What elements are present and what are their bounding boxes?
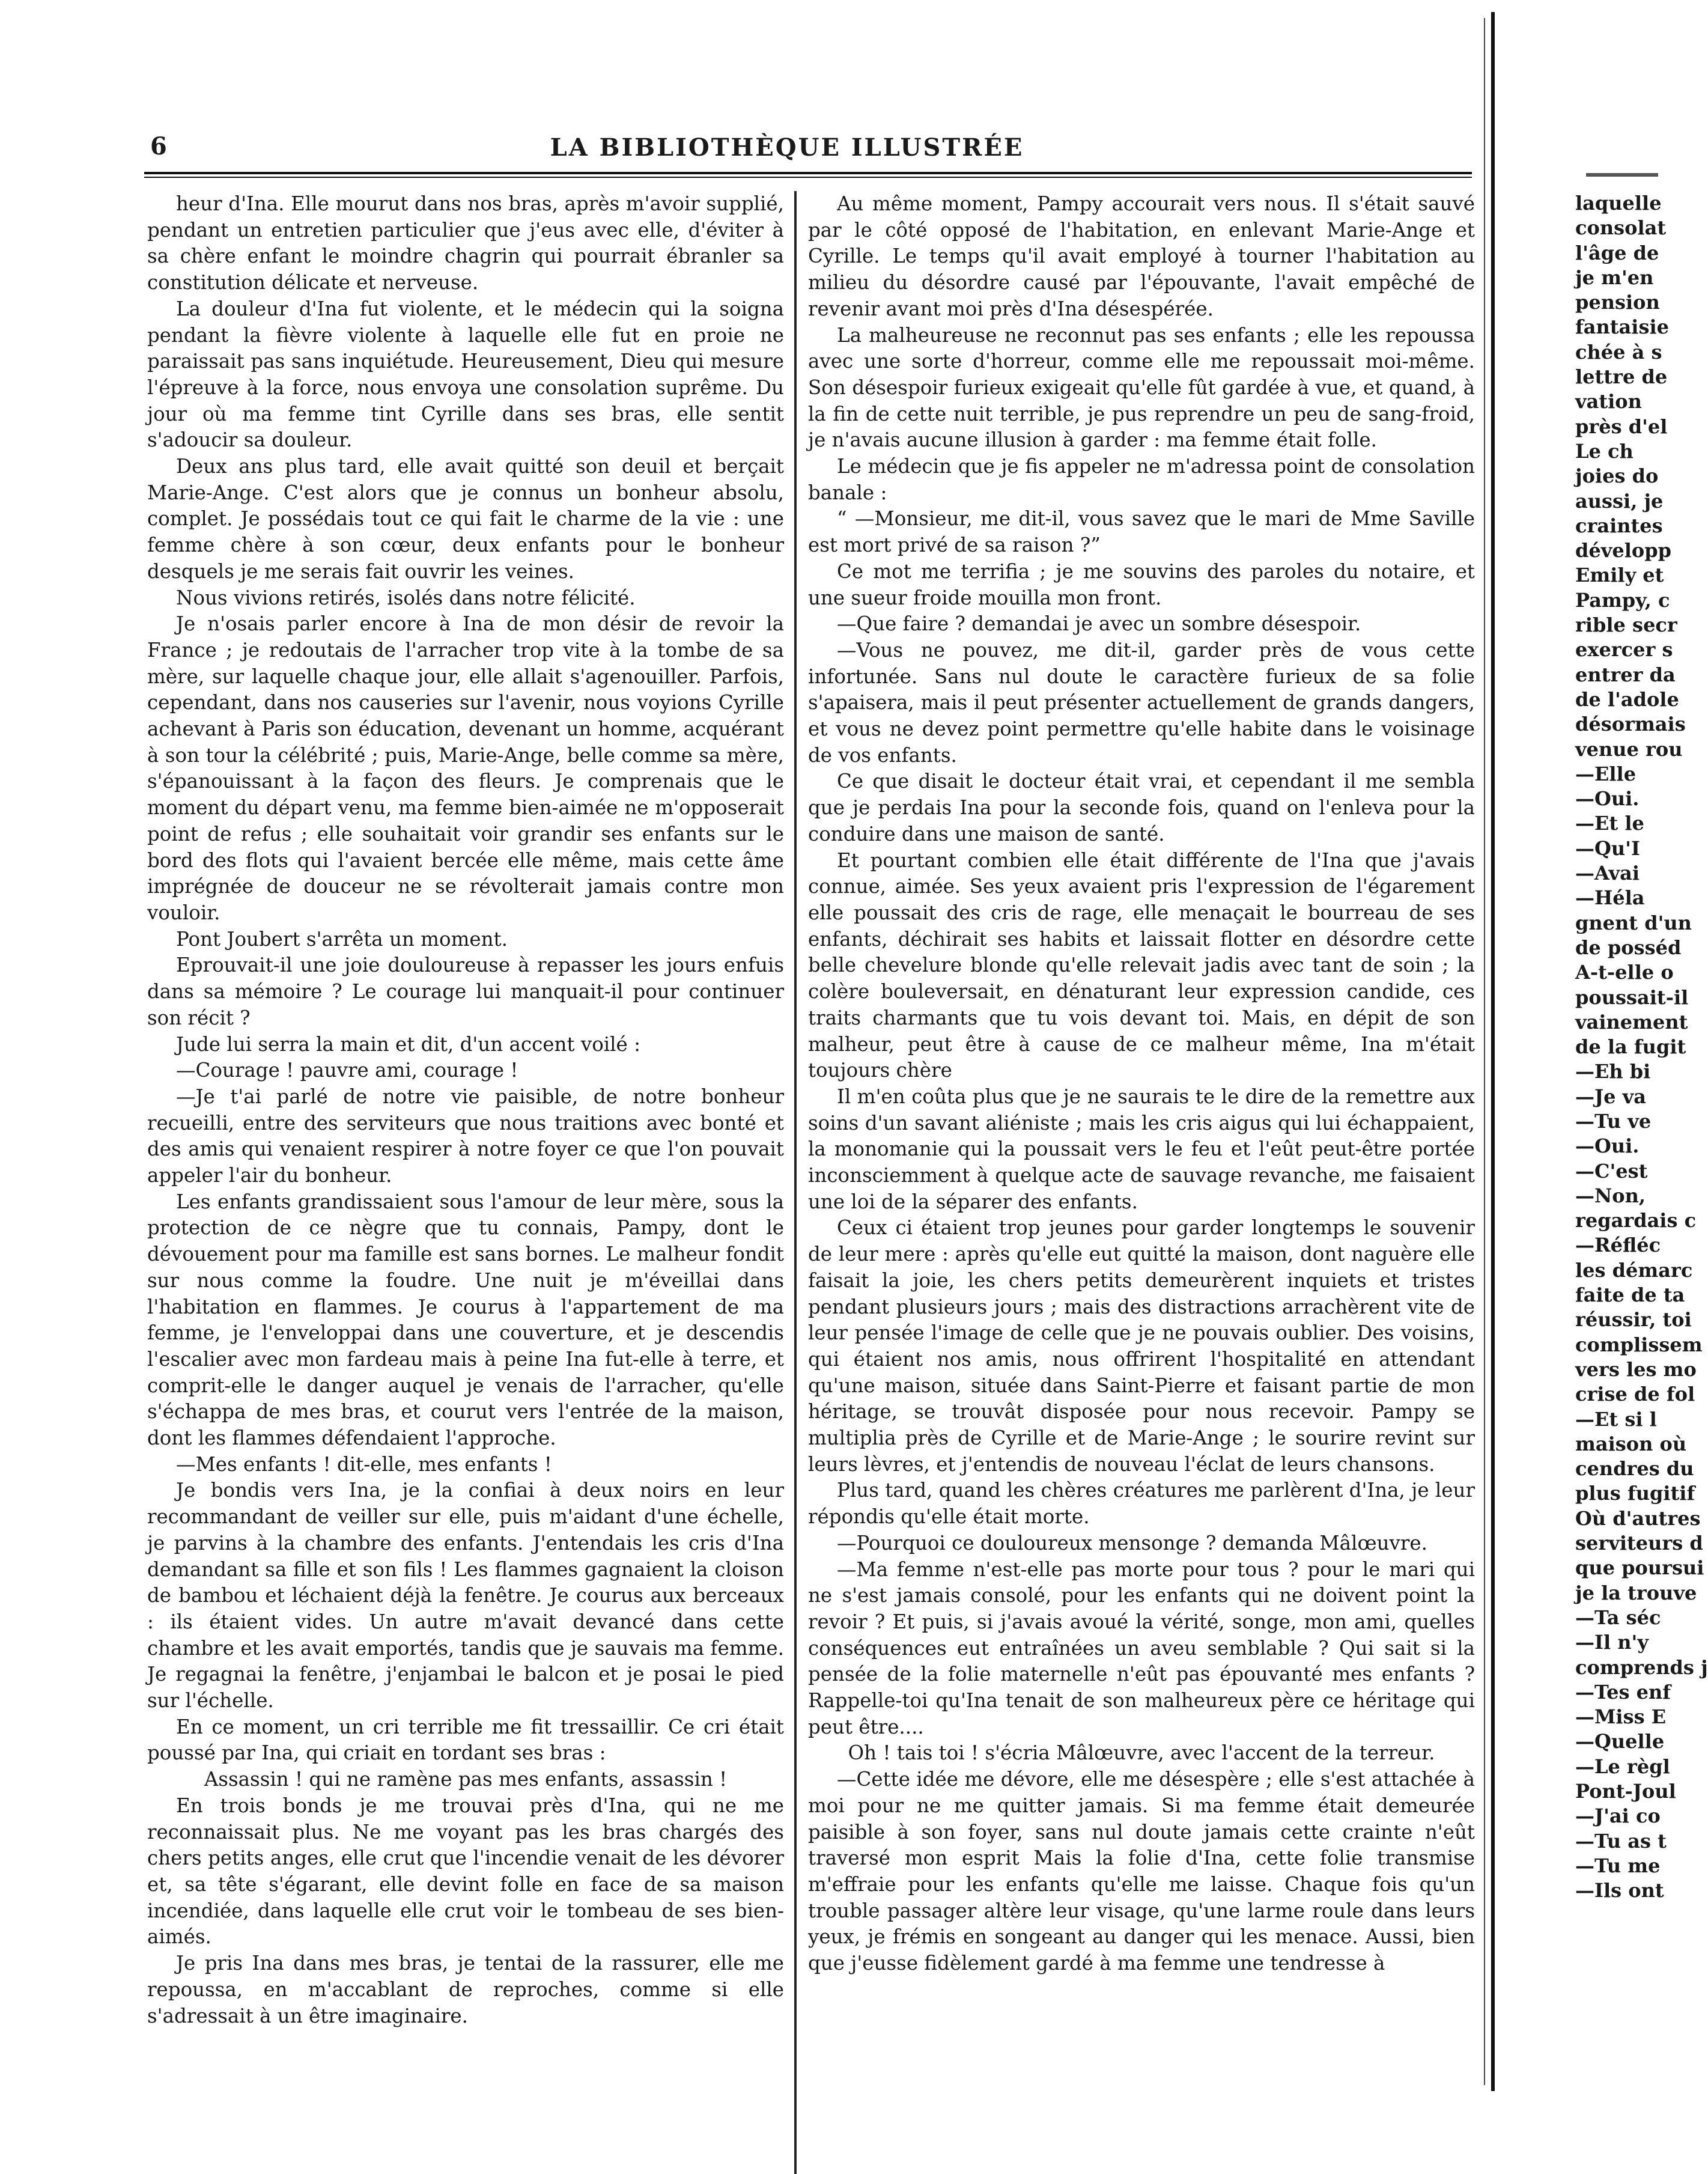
bleed-line: Où d'autres [1575,1506,1701,1530]
paragraph: —Courage ! pauvre ami, courage ! [176,1059,518,1082]
bleed-line: fantaisie [1575,315,1669,339]
bleed-line: —Tu as t [1575,1829,1667,1853]
paragraph: Jude lui serra la main et dit, d'un accent voilé : [176,1032,641,1056]
bleed-line: —Ta séc [1575,1606,1661,1629]
bleed-line: —Le règl [1575,1755,1670,1778]
paragraph: Deux ans plus tard, elle avait quitté son deuil et berçait Marie-Ange. C'est alors que je connus un bonheur absolu, complet. Je possédais tout ce qui fait le charme de la vie : une femme chère à son cœur, deux enfants pour le bonheur desquels je me serais fait ouvrir les veines. [147,455,784,583]
bleed-line: serviteurs d [1575,1532,1703,1555]
bleed-line: Pampy, c [1575,588,1670,612]
bleed-line: aussi, je [1575,489,1664,513]
bleed-line: Pont-Joul [1575,1780,1676,1803]
paragraph: En ce moment, un cri terrible me fit tressaillir. Ce cri était poussé par Ina, qui criait en tordant ses bras : [147,1715,784,1765]
bleed-line: exercer s [1575,638,1673,662]
paragraph: Ce mot me terrifia ; je me souvins des paroles du notaire, et une sueur froide mouilla mon front. [808,559,1475,609]
bleed-line: maison où [1575,1432,1687,1455]
bleed-line: vers les mo [1575,1357,1697,1381]
bleed-line: pension [1575,291,1660,314]
bleed-line: complissem [1575,1333,1703,1356]
bleed-line: —Tu ve [1575,1109,1652,1133]
bleed-line: —Héla [1575,886,1645,910]
bleed-line: faite de ta [1575,1283,1685,1307]
bleed-line: —Oui. [1575,1134,1640,1158]
paragraph: Je n'osais parler encore à Ina de mon désir de revoir la France ; je redoutais de l'arracher trop vite à la tombe de sa mère, sur laquelle chaque jour, elle allait s'agenouiller. Parfois, cependant, dans nos causeries sur l'avenir, nous voyions Cyrille achevant à Paris son éducation, devenant un homme, acquérant à son tour la célébrité ; puis, Marie-Ange, belle comme sa mère, s'épanouissant à la façon des fleurs. Je comprenais que le moment du départ venu, ma femme bien-aimée ne m'opposerait point de refus ; elle souhaitait voir grandir ses enfants sur le bord des flots qui l'avaient bercée elle même, mais cette âme imprégnée de douceur ne se révolterait jamais contre mon vouloir. [147,612,784,924]
bleed-line: de posséd [1575,936,1682,959]
bleed-line: près d'el [1575,415,1668,438]
paragraph: Le médecin que je fis appeler ne m'adressa point de consolation banale : [808,455,1475,504]
bleed-line: —Quelle [1575,1730,1665,1753]
paragraph: —Mes enfants ! dit-elle, mes enfants ! [176,1452,552,1476]
bleed-line: —Elle [1575,762,1637,785]
bleed-line: joies do [1575,464,1659,488]
bleed-line: vation [1575,390,1642,413]
bleed-line: les démarc [1575,1258,1693,1282]
bleed-line: lettre de [1575,365,1668,389]
paragraph: En trois bonds je me trouvai près d'Ina, qui ne me reconnaissait plus. Ne me voyant pas les bras chargés des chers petits anges, elle crut que l'incendie venait de les dévorer et, sa tête s'égarant, elle devint folle en face de sa maison incendiée, dans laquelle elle crut voir le tombeau de ses bien-aimés. [147,1794,784,1949]
bleed-line: —Miss E [1575,1705,1667,1729]
column-left [147,191,784,2029]
paragraph: Au même moment, Pampy accourait vers nous. Il s'était sauvé par le côté opposé de l'habitation, en enlevant Marie-Ange et Cyrille. Le temps qu'il avait employé à tourner l'habitation au milieu du désordre causé par l'épouvante, l'avait empêché de revenir avant moi près d'Ina désespérée. [808,192,1475,320]
paragraph: La malheureuse ne reconnut pas ses enfants ; elle les repoussa avec une sorte d'horreur, comme elle me repoussait moi-même. Son désespoir furieux exigeait qu'elle fût gardée à vue, et quand, à la fin de cette nuit terrible, je pus reprendre un peu de sang-froid, je n'avais aucune illusion à garder : ma femme était folle. [808,323,1475,452]
paragraph: Pont Joubert s'arrêta un moment. [176,927,508,951]
bleed-line: craintes [1575,514,1663,537]
paragraph: Et pourtant combien elle était différente de l'Ina que j'avais connue, aimée. Ses yeux avaient pris l'expression de l'égarement elle poussait des cris de rage, elle menaçait le bourreau de ses enfants, déchirait ses habits et laissait flotter en désordre cette belle chevelure blonde qu'elle relevait jadis avec tant de soin ; la colère bouleversait, en dénaturant leur expression candide, ces traits charmants que tu vois devant toi. Mais, en dépit de son malheur, peut être à cause de ce malheur même, Ina m'était toujours chère [808,848,1475,1082]
paragraph: —Pourquoi ce douloureux mensonge ? demanda Mâlœuvre. [837,1531,1427,1554]
bleed-line: —Et le [1575,812,1644,835]
binding-spine [1491,12,1495,2091]
column-right [808,191,1475,1977]
paragraph: Nous vivions retirés, isolés dans notre félicité. [176,586,636,609]
bleed-line: laquelle [1575,192,1662,215]
paragraph: —Cette idée me dévore, elle me désespère ; elle s'est attachée à moi pour ne me quitter jamais. Si ma femme était demeurée paisible à son foyer, sans nul doute jamais cette crainte n'eût traversé mon esprit Mais la folie d'Ina, cette folie transmise m'effraie pour les enfants qu'elle me laisse. Chaque fois qu'un trouble passager altère leur visage, qu'une larme roule dans leurs yeux, je frémis en songeant au danger qui les menace. Aussi, bien que j'eusse fidèlement gardé à ma femme une tendresse à [808,1768,1475,1975]
bleed-line: désormais [1575,713,1686,736]
bleed-line: —Tes enf [1575,1680,1671,1704]
paragraph: Assassin ! qui ne ramène pas mes enfants, assassin ! [204,1768,728,1791]
bleed-line: —Oui. [1575,787,1640,811]
bleed-line: —Avai [1575,862,1640,885]
paragraph: Ceux ci étaient trop jeunes pour garder longtemps le souvenir de leur mere : après qu'elle eut quitté la maison, dont naguère elle faisait la joie, les chers petits demeurèrent inquiets et tristes pendant plusieurs jours ; mais des distractions arrachèrent vite de leur pensée l'image de celle que je ne pouvais oublier. Des voisins, qui étaient nos amis, nous offrirent l'hospitalité en attendant qu'une maison, située dans Saint-Pierre et faisant partie de mon héritage, se trouvât disposée pour nous recevoir. Pampy se multiplia près de Cyrille et de Marie-Ange ; le sourire revint sur leurs lèvres, et j'entendis de nouveau l'éclat de leurs chansons. [808,1216,1475,1476]
bleed-line: plus fugitif [1575,1482,1695,1505]
bleed-line: je m'en [1575,266,1654,289]
bleed-line: —Ils ont [1575,1879,1664,1902]
bleed-line: —Réfléc [1575,1234,1661,1257]
bleed-line: A-t-elle o [1575,961,1674,984]
paragraph: Les enfants grandissaient sous l'amour de leur mère, sous la protection de ce nègre que tu connais, Pampy, dont le dévouement pour ma famille est sans bornes. Le malheur fondit sur nous comme la foudre. Une nuit je m'éveillai dans l'habitation en flammes. Je courus à l'appartement de ma femme, je l'enveloppai dans une couverture, et je descendis l'escalier avec mon fardeau mais à peine Ina fut-elle à terre, et comprit-elle le danger auquel je venais de l'arracher, qu'elle s'échappa de mes bras, et courut vers l'entrée de la maison, dont les flammes défendaient l'approche. [147,1190,784,1450]
paragraph: —Je t'ai parlé de notre vie paisible, de notre bonheur recueilli, entre des serviteurs que nous traitions avec bonté et des amis qui venaient respirer à notre foyer ce que l'on pouvait appeler l'air du bonheur. [147,1085,784,1187]
bleed-line: développ [1575,539,1671,562]
bleed-line: consolat [1575,216,1667,240]
bleed-line: de la fugit [1575,1035,1686,1059]
bleed-line: l'âge de [1575,241,1659,264]
bleed-line: venue rou [1575,737,1683,761]
bleed-line: —C'est [1575,1159,1648,1183]
bleed-line: —Qu'I [1575,836,1640,860]
bleed-line: rible secr [1575,614,1677,637]
bleed-line: de l'adole [1575,687,1679,711]
bleed-line: —J'ai co [1575,1804,1661,1828]
paragraph: Je pris Ina dans mes bras, je tentai de la rassurer, elle me repoussa, en m'accablant de reproches, comme si elle s'adressait à un être imaginaire. [147,1952,784,2027]
paragraph: —Que faire ? demandai je avec un sombre désespoir. [837,612,1361,636]
bleed-line: réussir, toi [1575,1308,1692,1332]
bleed-line: Le ch [1575,439,1634,463]
header-rule-thick [144,172,1472,174]
bleed-line: je la trouve [1575,1581,1697,1604]
page-title: LA BIBLIOTHÈQUE ILLUSTRÉE [550,133,1024,162]
paragraph: La douleur d'Ina fut violente, et le médecin qui la soigna pendant la fièvre violente à laquelle elle fut en proie ne paraissait pas sans inquiétude. Heureusement, Dieu qui mesure l'épreuve à la force, nous envoya une consolation suprême. Du jour où ma femme tint Cyrille dans ses bras, elle sentit s'adoucir sa douleur. [147,297,784,452]
paragraph: Eprouvait-il une joie douloureuse à repasser les jours enfuis dans sa mémoire ? Le courage lui manquait-il pour continuer son récit ? [147,954,784,1029]
bleed-line: comprends j [1575,1655,1708,1679]
binding-line [1484,18,1485,2085]
bleed-line: —Je va [1575,1085,1646,1108]
bleed-line: que poursui [1575,1556,1704,1580]
column-divider [794,191,797,2174]
header-rule-thin [144,177,1472,178]
paragraph: Il m'en coûta plus que je ne saurais te le dire de la remettre aux soins d'un savant aliéniste ; mais les cris aigus qui lui échappaient, la monomanie qui la poussait vers le feu et l'eût peut-être portée inconsciemment à quelque acte de sauvage revanche, me faisaient une loi de la séparer des enfants. [808,1085,1475,1213]
bleed-line: poussait-il [1575,985,1689,1009]
paragraph: —Ma femme n'est-elle pas morte pour tous ? pour le mari qui ne s'est jamais consolé, pour les enfants qui ne doivent point la revoir ? Et puis, si j'avais avoué la vérité, songe, mon ami, quelles conséquences eut entraînées un aveu semblable ? Qui sait si la pensée de la folie maternelle n'eût pas épouvanté mes enfants ? Rappelle-toi qu'Ina tenait de son malheureux père ce héritage qui peut être.... [808,1557,1475,1738]
paragraph: Ce que disait le docteur était vrai, et cependant il me sembla que je perdais Ina pour la seconde fois, quand on l'enleva pour la conduire dans une maison de santé. [808,770,1475,845]
bleed-line: Emily et [1575,564,1664,587]
paragraph: —Vous ne pouvez, me dit-il, garder près de vous cette infortunée. Sans nul doute le caractère furieux de sa folie s'apaisera, mais il peut présenter actuellement de grands dangers, et vous ne devez point permettre qu'elle habite dans le voisinage de vos enfants. [808,638,1475,767]
paragraph: Plus tard, quand les chères créatures me parlèrent d'Ina, je leur répondis qu'elle était morte. [808,1479,1475,1529]
paragraph: “ —Monsieur, me dit-il, vous savez que le mari de Mme Saville est mort privé de sa raison ?” [808,507,1475,557]
bleed-line: chée à s [1575,340,1662,364]
paragraph: Oh ! tais toi ! s'écria Mâlœuvre, avec l'accent de la terreur. [848,1741,1435,1765]
bleed-line: cendres du [1575,1457,1694,1481]
bleed-line: —Il n'y [1575,1631,1649,1654]
bleed-line: —Eh bi [1575,1060,1651,1083]
next-page-bleed-column [1575,191,1708,1903]
paragraph: Je bondis vers Ina, je la confiai à deux noirs en leur recommandant de veiller sur elle, puis m'aidant d'une échelle, je parvins à la chambre des enfants. J'entendais les cris d'Ina demandant sa fille et son fils ! Les flammes gagnaient la cloison de bambou et léchaient déjà la fenêtre. Je courus aux berceaux : ils étaient vides. Un autre m'avait devancé dans cette chambre et les avait emportés, tandis que je sauvais ma femme. Je regagnai la fenêtre, j'enjambai le balcon et je posai le pied sur l'échelle. [147,1479,784,1713]
page-number: 6 [150,132,167,160]
bleed-line: —Tu me [1575,1854,1661,1877]
bleed-line: entrer da [1575,663,1676,686]
bleed-line: —Non, [1575,1184,1646,1207]
bleed-line: crise de fol [1575,1383,1695,1406]
bleed-line: —Et si l [1575,1407,1657,1431]
paragraph: heur d'Ina. Elle mourut dans nos bras, après m'avoir supplié, pendant un entretien particulier que j'eus avec elle, d'éviter à sa chère enfant le moindre chagrin qui pourrait ébranler sa constitution délicate et nerveuse. [147,192,784,294]
bleed-line: gnent d'un [1575,911,1692,934]
bleed-line: regardais c [1575,1209,1697,1232]
next-page-rule [1586,173,1658,177]
bleed-line: vainement [1575,1010,1688,1034]
